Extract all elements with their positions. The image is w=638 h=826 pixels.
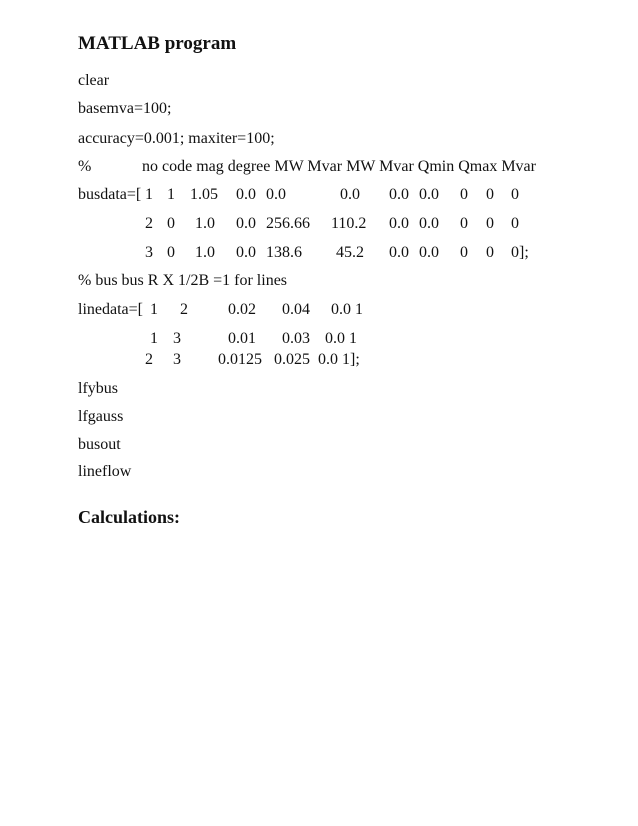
- busdata-cell: 1: [167, 186, 175, 203]
- code-line-accuracy: accuracy=0.001; maxiter=100;: [78, 130, 275, 147]
- linedata-cell: 2: [180, 301, 188, 318]
- linedata-cell: 0.01: [228, 330, 256, 347]
- busdata-cell: 0: [511, 215, 519, 232]
- busdata-cell: 0: [460, 186, 468, 203]
- linedata-cell: 0.0 1: [331, 301, 363, 318]
- busdata-cell: 0: [167, 215, 175, 232]
- busdata-cell: 0: [486, 215, 494, 232]
- busdata-cell: 256.66: [266, 215, 310, 232]
- busdata-cell: 2: [145, 215, 153, 232]
- command-lfgauss: lfgauss: [78, 408, 124, 425]
- busdata-cell: 0.0: [236, 186, 256, 203]
- busdata-cell: 0.0: [419, 215, 439, 232]
- busdata-cell: 0.0: [419, 186, 439, 203]
- busdata-cell: 0.0: [419, 244, 439, 261]
- busdata-label: busdata=[: [78, 186, 142, 203]
- code-line-basemva: basemva=100;: [78, 100, 172, 117]
- busdata-cell: 0];: [511, 244, 529, 261]
- busdata-cell: 0: [486, 244, 494, 261]
- bus-header-percent: %: [78, 158, 92, 175]
- busdata-cell: 1.0: [195, 244, 215, 261]
- command-lineflow: lineflow: [78, 463, 132, 480]
- busdata-cell: 3: [145, 244, 153, 261]
- linedata-label: linedata=[: [78, 301, 143, 318]
- busdata-cell: 0: [511, 186, 519, 203]
- linedata-cell: 0.02: [228, 301, 256, 318]
- linedata-cell: 0.04: [282, 301, 310, 318]
- busdata-cell: 1.0: [195, 215, 215, 232]
- linedata-cell: 3: [173, 351, 181, 368]
- busdata-cell: 45.2: [336, 244, 364, 261]
- busdata-cell: 0.0: [236, 215, 256, 232]
- calculations-heading: Calculations:: [78, 507, 181, 527]
- command-busout: busout: [78, 436, 121, 453]
- busdata-cell: 0: [167, 244, 175, 261]
- linedata-cell: 1: [150, 301, 158, 318]
- linedata-cell: 1: [150, 330, 158, 347]
- linedata-cell: 0.0 1];: [318, 351, 360, 368]
- page-title: MATLAB program: [78, 33, 237, 54]
- busdata-cell: 0: [460, 215, 468, 232]
- busdata-cell: 110.2: [331, 215, 367, 232]
- busdata-cell: 0.0: [236, 244, 256, 261]
- linedata-cell: 0.03: [282, 330, 310, 347]
- busdata-cell: 0.0: [389, 244, 409, 261]
- busdata-cell: 0.0: [389, 215, 409, 232]
- line-header-comment: % bus bus R X 1/2B =1 for lines: [78, 272, 288, 289]
- busdata-cell: 0.0: [266, 186, 286, 203]
- linedata-cell: 0.0125: [218, 351, 262, 368]
- busdata-cell: 138.6: [266, 244, 302, 261]
- code-line-clear: clear: [78, 72, 110, 89]
- busdata-cell: 1: [145, 186, 153, 203]
- linedata-cell: 0.025: [274, 351, 310, 368]
- busdata-cell: 0.0: [340, 186, 360, 203]
- busdata-cell: 0: [460, 244, 468, 261]
- linedata-cell: 0.0 1: [325, 330, 357, 347]
- linedata-cell: 2: [145, 351, 153, 368]
- linedata-cell: 3: [173, 330, 181, 347]
- busdata-cell: 0: [486, 186, 494, 203]
- busdata-cell: 0.0: [389, 186, 409, 203]
- bus-header-columns: no code mag degree MW Mvar MW Mvar Qmin Qmax Mvar: [142, 158, 536, 175]
- busdata-cell: 1.05: [190, 186, 218, 203]
- command-lfybus: lfybus: [78, 380, 118, 397]
